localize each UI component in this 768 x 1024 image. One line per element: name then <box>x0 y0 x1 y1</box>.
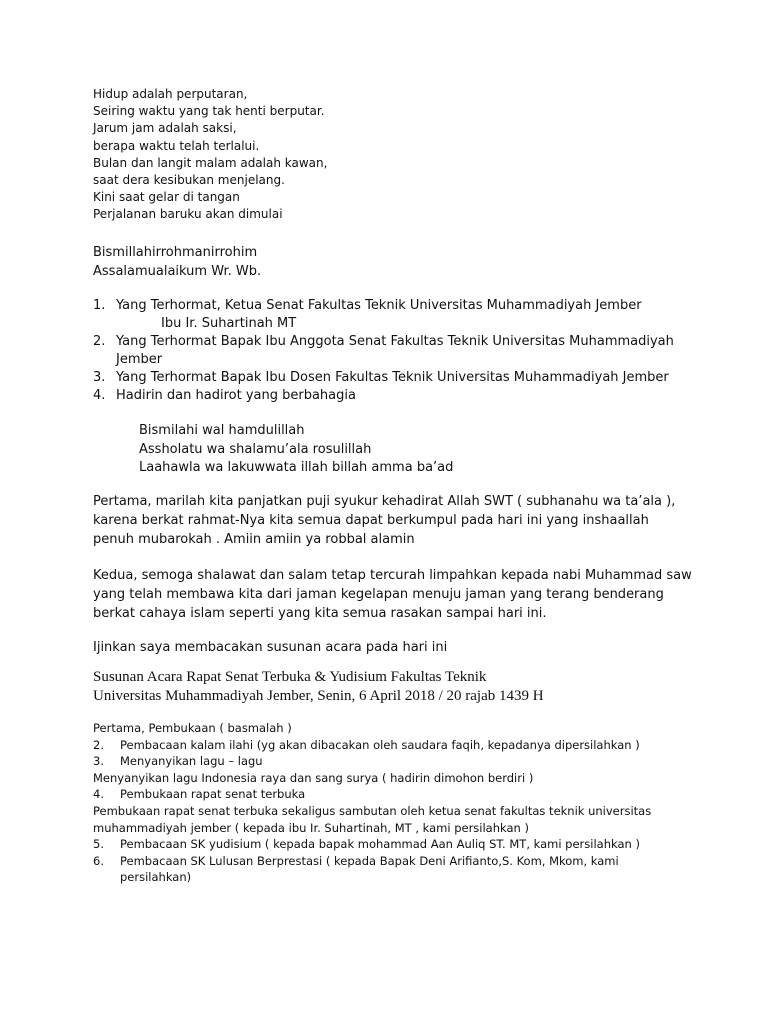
poem-line: saat dera kesibukan menjelang. <box>93 173 285 188</box>
agenda-item <box>93 770 693 787</box>
agenda-item <box>93 803 693 836</box>
greeting-line: Bismillahirrohmanirrohim <box>93 245 258 260</box>
list-text: Yang Terhormat, Ketua Senat Fakultas Teknik Universitas Muhammadiyah Jember <box>116 298 642 313</box>
paragraph-shalawat: Kedua, semoga shalawat dan salam tetap tercurah limpahkan kepada nabi Muhammad saw yang telah membawa kita dari jaman kegelapan menuju jaman yang terang benderang berkat cahaya islam seperti yang kita semua rasakan sampai hari ini. <box>93 568 692 621</box>
list-number: 2. <box>93 334 106 349</box>
poem-line: Hidup adalah perputaran, <box>93 87 248 101</box>
agenda-item <box>93 836 693 853</box>
agenda-title-line: Susunan Acara Rapat Senat Terbuka & Yudisium Fakultas Teknik <box>93 669 487 685</box>
list-item <box>93 333 683 369</box>
agenda-item <box>93 737 693 754</box>
agenda-number: 3. <box>93 754 104 769</box>
prayer-line: Assholatu wa shalamu’ala rosulillah <box>139 441 372 457</box>
poem-line: berapa waktu telah terlalui. <box>93 138 260 153</box>
agenda-list <box>93 720 693 886</box>
poem-line: Seiring waktu yang tak henti berputar. <box>93 104 325 119</box>
greeting-line: Assalamualaikum Wr. Wb. <box>93 263 262 279</box>
list-text: Hadirin dan hadirot yang berbahagia <box>116 388 356 403</box>
opening-poem <box>93 86 327 224</box>
list-item <box>93 369 683 387</box>
list-number: 1. <box>93 298 106 313</box>
greeting <box>93 244 261 281</box>
list-item <box>93 315 683 333</box>
agenda-text: Pembukaan rapat senat terbuka sekaligus sambutan oleh ketua senat fakultas teknik universitas muhammadiyah jember ( kepada ibu Ir. Suhartinah, MT , kami persilahkan ) <box>93 803 652 835</box>
agenda-text: Pembacaan SK Lulusan Berprestasi ( kepada Bapak Deni Arifianto,S. Kom, Mkom, kami persilahkan) <box>120 853 619 885</box>
list-text: Yang Terhormat Bapak Ibu Dosen Fakultas Teknik Universitas Muhammadiyah Jember <box>116 370 669 385</box>
prayer-line: Laahawla wa lakuwwata illah billah amma ba’ad <box>139 460 454 475</box>
prayer-line: Bismilahi wal hamdulillah <box>139 423 305 438</box>
prayer-block <box>139 422 453 478</box>
agenda-text: Pembacaan kalam ilahi (yg akan dibacakan oleh saudara faqih, kepadanya dipersilahkan ) <box>120 737 640 752</box>
agenda-item <box>93 753 693 770</box>
agenda-item <box>93 786 693 803</box>
poem-line: Perjalanan baruku akan dimulai <box>93 207 283 222</box>
poem-line: Bulan dan langit malam adalah kawan, <box>93 155 328 170</box>
agenda-text: Pembacaan SK yudisium ( kepada bapak mohammad Aan Auliq ST. MT, kami persilahkan ) <box>120 837 640 852</box>
honor-list <box>93 297 683 405</box>
list-number <box>93 315 116 333</box>
agenda-text: Menyanyikan lagu Indonesia raya dan sang surya ( hadirin dimohon berdiri ) <box>93 770 534 785</box>
paragraph-gratitude: Pertama, marilah kita panjatkan puji syukur kehadirat Allah SWT ( subhanahu wa ta’ala ), karena berkat rahmat-Nya kita semua dapat berkumpul pada hari ini yang inshaallah penuh mubarokah . Amiin amiin ya robbal alamin <box>93 494 676 547</box>
poem-line: Kini saat gelar di tangan <box>93 190 240 205</box>
list-text: Yang Terhormat Bapak Ibu Anggota Senat Fakultas Teknik Universitas Muhammadiyah Jember <box>116 334 674 367</box>
agenda-item <box>93 720 693 737</box>
agenda-number: 6. <box>93 853 104 868</box>
agenda-item <box>93 853 693 886</box>
agenda-text: Pembukaan rapat senat terbuka <box>120 787 306 802</box>
agenda-text: Menyanyikan lagu – lagu <box>120 754 263 769</box>
agenda-title <box>93 668 544 706</box>
agenda-number: 4. <box>93 787 104 802</box>
poem-line: Jarum jam adalah saksi, <box>93 121 237 136</box>
list-text: Ibu Ir. Suhartinah MT <box>161 316 297 331</box>
list-item <box>93 387 683 405</box>
agenda-text: Pertama, Pembukaan ( basmalah ) <box>93 721 292 735</box>
paragraph-intro-agenda: Ijinkan saya membacakan susunan acara pada hari ini <box>93 640 448 655</box>
list-number: 4. <box>93 388 106 403</box>
agenda-title-line: Universitas Muhammadiyah Jember, Senin, 6 April 2018 / 20 rajab 1439 H <box>93 688 544 704</box>
list-item <box>93 297 683 315</box>
agenda-number: 2. <box>93 737 104 752</box>
list-number: 3. <box>93 370 106 385</box>
agenda-number: 5. <box>93 837 104 852</box>
